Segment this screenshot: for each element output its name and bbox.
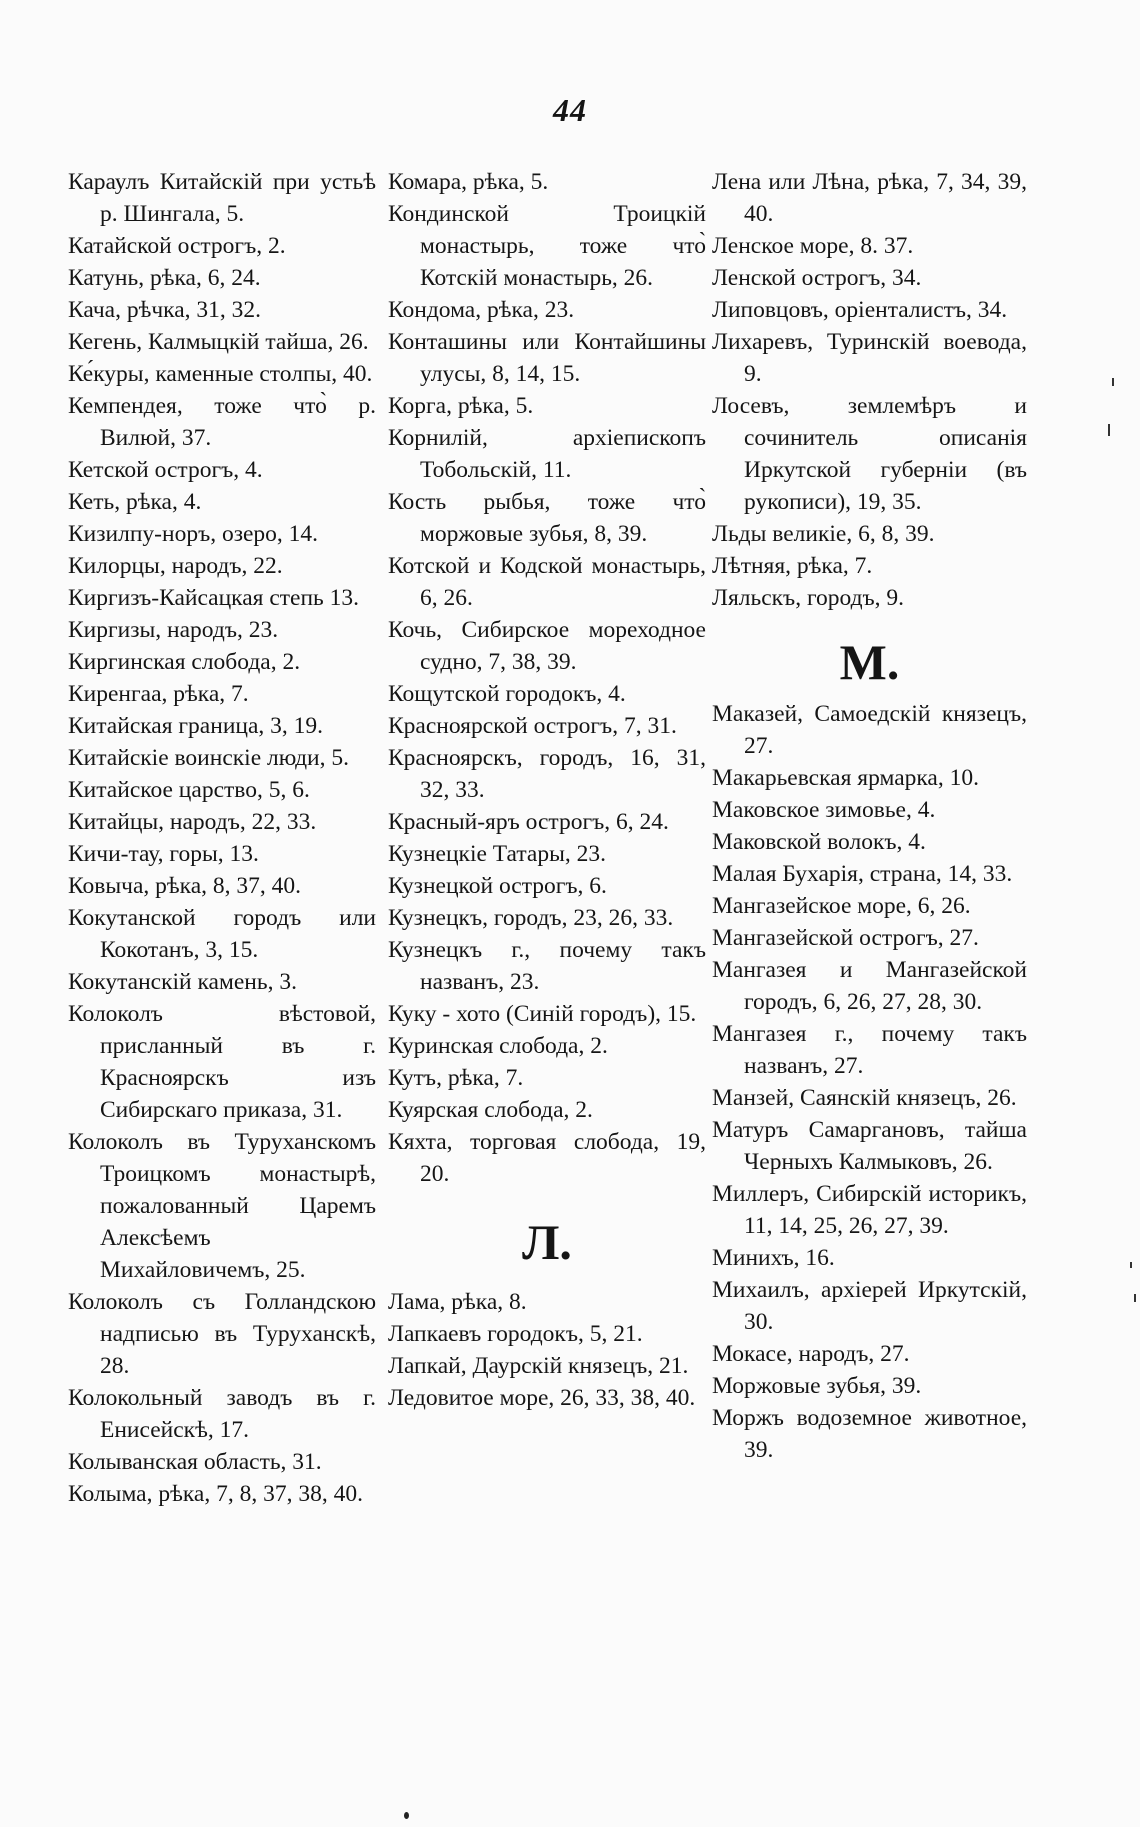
index-column-1 (68, 166, 376, 1510)
index-entry: Моржовые зубья, 39. (712, 1373, 922, 1399)
index-entry: Ляльскъ, городъ, 9. (712, 585, 905, 611)
index-entry: Кяхта, торговая слобода, 19, 20. (388, 1129, 706, 1187)
index-column-2 (388, 166, 706, 1414)
index-entry: Мангазея г., почему такъ названъ, 27. (712, 1021, 1027, 1079)
index-entry: Кочь, Сибирское мореходное судно, 7, 38, 39. (388, 617, 706, 675)
index-entry: Лама, рѣка, 8. (388, 1289, 527, 1315)
index-entry: Лапкай, Даурскій князецъ, 21. (388, 1353, 689, 1379)
index-entry: Кемпендея, тоже что̀ р. Вилюй, 37. (68, 393, 376, 451)
index-entry: Колоколъ съ Голландскою надписью въ Туруханскѣ, 28. (68, 1289, 376, 1379)
index-entry: Лена или Лѣна, рѣка, 7, 34, 39, 40. (712, 169, 1027, 227)
page-number: 44 (553, 92, 587, 128)
index-entry: Комара, рѣка, 5. (388, 169, 549, 195)
index-entry: Кондинской Троицкій монастырь, тоже что̀ Котскій монастырь, 26. (388, 201, 706, 291)
index-entry: Лапкаевъ городокъ, 5, 21. (388, 1321, 643, 1347)
index-entry: Колыма, рѣка, 7, 8, 37, 38, 40. (68, 1481, 363, 1507)
index-entry: Ленской острогъ, 34. (712, 265, 922, 291)
index-entry: Китайскіе воинскіе люди, 5. (68, 745, 350, 771)
index-entry: Кузнецкъ, городъ, 23, 26, 33. (388, 905, 674, 931)
index-entry: Кокутанскій камень, 3. (68, 969, 297, 995)
edge-mark (1130, 1262, 1132, 1268)
index-entry: Катайской острогъ, 2. (68, 233, 286, 259)
index-entry: Кетской острогъ, 4. (68, 457, 263, 483)
index-entry: Китайцы, народъ, 22, 33. (68, 809, 317, 835)
index-entry: Ледовитое море, 26, 33, 38, 40. (388, 1385, 696, 1411)
index-entry: Кузнецкъ г., почему такъ названъ, 23. (388, 937, 706, 995)
index-entry: Кутъ, рѣка, 7. (388, 1065, 524, 1091)
index-entry: Красноярской острогъ, 7, 31. (388, 713, 677, 739)
index-entry: Маковское зимовье, 4. (712, 797, 936, 823)
index-entry: Кеть, рѣка, 4. (68, 489, 202, 515)
index-entry: Красноярскъ, городъ, 16, 31, 32, 33. (388, 745, 706, 803)
index-entry: Киргинская слобода, 2. (68, 649, 301, 675)
index-entry: Кача, рѣчка, 31, 32. (68, 297, 262, 323)
index-entry: Льды великіе, 6, 8, 39. (712, 521, 935, 547)
index-entry: Кузнецкой острогъ, 6. (388, 873, 607, 899)
section-letter-m: М. (839, 634, 900, 690)
index-entry: Кондома, рѣка, 23. (388, 297, 575, 323)
index-entry: Лѣтняя, рѣка, 7. (712, 553, 873, 579)
index-entry: Кегень, Калмыцкій тайша, 26. (68, 329, 369, 355)
index-entry: Малая Бухарія, страна, 14, 33. (712, 861, 1013, 887)
index-entry: Кичи-тау, горы, 13. (68, 841, 259, 867)
index-entry: Мангазея и Мангазейской городъ, 6, 26, 27, 28, 30. (712, 957, 1027, 1015)
index-entry: Ковыча, рѣка, 8, 37, 40. (68, 873, 302, 899)
index-entry: Колокольный заводъ въ г. Енисейскѣ, 17. (68, 1385, 376, 1443)
index-entry: Киренгаа, рѣка, 7. (68, 681, 249, 707)
index-entry: Лосевъ, землемѣръ и сочинитель описанія Иркутской губерніи (въ рукописи), 19, 35. (712, 393, 1027, 515)
index-entry: Колоколъ вѣстовой, присланный въ г. Красноярскъ изъ Сибирскаго приказа, 31. (68, 1001, 376, 1123)
index-entry: Красный-яръ острогъ, 6, 24. (388, 809, 669, 835)
index-entry: Маказей, Самоедскій князецъ, 27. (712, 701, 1027, 759)
index-entry: Катунь, рѣка, 6, 24. (68, 265, 261, 291)
index-entry: Кокутанской городъ или Кокотанъ, 3, 15. (68, 905, 376, 963)
index-entry: Лихаревъ, Туринскій воевода, 9. (712, 329, 1027, 387)
index-entry: Ке́куры, каменные столпы, 40. (68, 361, 373, 387)
index-entry: Минихъ, 16. (712, 1245, 835, 1271)
index-entry: Кость рыбья, тоже что̀ моржовые зубья, 8, 39. (388, 489, 706, 547)
index-entry: Мангазейской острогъ, 27. (712, 925, 979, 951)
index-entry: Куярская слобода, 2. (388, 1097, 593, 1123)
index-entry: Куринская слобода, 2. (388, 1033, 608, 1059)
index-entry: Колоколъ въ Туруханскомъ Троицкомъ монастырѣ, пожалованный Царемъ Алексѣемъ Михайловичемъ, 25. (68, 1129, 376, 1283)
index-entry: Китайская граница, 3, 19. (68, 713, 324, 739)
index-entry: Киргизы, народъ, 23. (68, 617, 279, 643)
index-entry: Липовцовъ, оріенталистъ, 34. (712, 297, 1008, 323)
edge-mark (1108, 424, 1110, 436)
section-letter-l: Л. (522, 1214, 572, 1270)
index-entry: Ленское море, 8. 37. (712, 233, 914, 259)
index-entry: Кощутской городокъ, 4. (388, 681, 626, 707)
edge-mark (1134, 1294, 1136, 1302)
index-entry: Маковской волокъ, 4. (712, 829, 926, 855)
ink-dot (404, 1812, 409, 1819)
entries-l-group (388, 1286, 706, 1414)
entries-l-group (712, 166, 1027, 614)
index-column-3 (712, 166, 1027, 1466)
index-entry: Конташины или Контайшины улусы, 8, 14, 15. (388, 329, 706, 387)
index-entry: Манзей, Саянскій князецъ, 26. (712, 1085, 1017, 1111)
entries-m-group (712, 698, 1027, 1466)
index-entry: Мокасе, народъ, 27. (712, 1341, 910, 1367)
index-entry: Караулъ Китайскій при устьѣ р. Шингала, 5. (68, 169, 376, 227)
index-entry: Матуръ Самаргановъ, тайша Черныхъ Калмыковъ, 26. (712, 1117, 1027, 1175)
index-entry: Мангазейское море, 6, 26. (712, 893, 971, 919)
index-entry: Миллеръ, Сибирскій историкъ, 11, 14, 25, 26, 27, 39. (712, 1181, 1027, 1239)
index-entry: Килорцы, народъ, 22. (68, 553, 283, 579)
index-entry: Михаилъ, архіерей Иркутскій, 30. (712, 1277, 1027, 1335)
index-entry: Кизилпу-норъ, озеро, 14. (68, 521, 319, 547)
index-entry: Макарьевская ярмарка, 10. (712, 765, 979, 791)
edge-mark (1112, 378, 1114, 386)
index-entry: Моржъ водоземное животное, 39. (712, 1405, 1027, 1463)
index-entry: Киргизъ-Кайсацкая степь 13. (68, 585, 360, 611)
index-entry: Корга, рѣка, 5. (388, 393, 534, 419)
index-entry: Китайское царство, 5, 6. (68, 777, 310, 803)
index-entry: Колыванская область, 31. (68, 1449, 322, 1475)
index-entry: Корнилій, архіепископъ Тобольскій, 11. (388, 425, 706, 483)
entries-k-group (388, 166, 706, 1190)
index-entry: Котской и Кодской монастырь, 6, 26. (388, 553, 706, 611)
index-entry: Куку - хото (Синій городъ), 15. (388, 1001, 697, 1027)
index-entry: Кузнецкіе Татары, 23. (388, 841, 607, 867)
